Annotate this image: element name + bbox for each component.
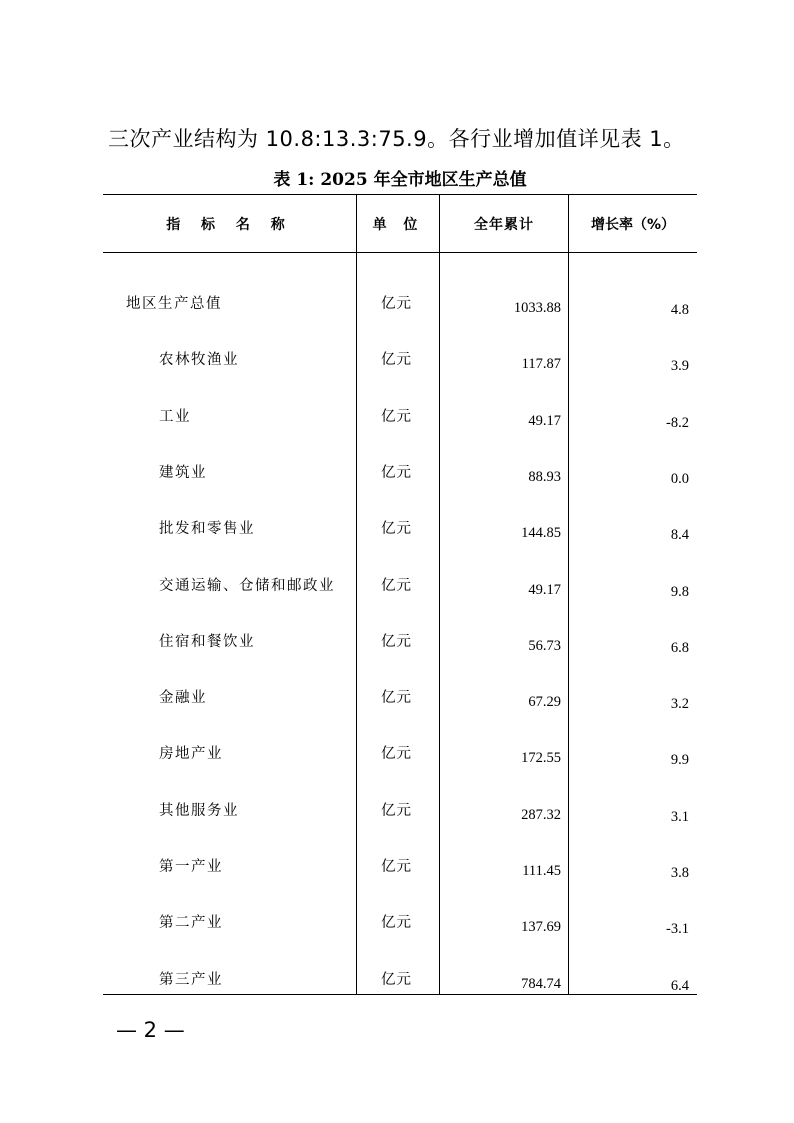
intro-paragraph: 三次产业结构为 10.8:13.3:75.9。各行业增加值详见表 1。	[108, 127, 685, 151]
row-indicator-name: 住宿和餐饮业	[159, 633, 255, 650]
row-unit: 亿元	[381, 802, 412, 819]
row-indicator-name: 金融业	[159, 690, 207, 707]
row-annual-total: 49.17	[528, 581, 561, 598]
table-row	[103, 970, 697, 1026]
row-growth-rate: 3.2	[670, 696, 689, 713]
row-annual-total: 784.74	[521, 975, 561, 992]
row-annual-total: 287.32	[521, 806, 561, 823]
row-unit: 亿元	[381, 971, 412, 988]
row-growth-rate: -3.1	[666, 921, 689, 938]
row-unit: 亿元	[381, 521, 412, 538]
row-growth-rate: 3.8	[670, 865, 689, 881]
row-indicator-name: 房地产业	[159, 746, 223, 763]
row-indicator-name: 批发和零售业	[159, 521, 255, 538]
row-indicator-name: 农林牧渔业	[159, 352, 239, 369]
row-indicator-name: 第三产业	[159, 971, 223, 988]
header-annual-total: 全年累计	[474, 217, 534, 233]
row-unit: 亿元	[381, 464, 412, 481]
table-row	[103, 519, 697, 575]
row-annual-total: 137.69	[521, 919, 561, 936]
row-indicator-name: 地区生产总值	[126, 296, 222, 312]
row-growth-rate: 9.9	[670, 752, 689, 769]
row-indicator-name: 建筑业	[159, 464, 207, 481]
table-row	[103, 407, 697, 463]
row-growth-rate: 6.4	[670, 977, 689, 994]
row-unit: 亿元	[381, 690, 412, 707]
row-indicator-name: 交通运输、仓储和邮政业	[159, 577, 335, 594]
table-row	[103, 913, 697, 969]
header-unit: 单 位	[372, 217, 424, 233]
table-row	[103, 801, 697, 857]
row-growth-rate: 0.0	[670, 470, 689, 487]
row-unit: 亿元	[381, 915, 412, 932]
row-indicator-name: 第一产业	[159, 859, 223, 875]
row-annual-total: 172.55	[521, 750, 561, 767]
row-growth-rate: -8.2	[666, 414, 689, 431]
table-row	[103, 632, 697, 688]
row-growth-rate: 6.8	[670, 639, 689, 656]
row-indicator-name: 第二产业	[159, 915, 223, 932]
header-growth-rate: 增长率（%）	[590, 217, 676, 233]
row-unit: 亿元	[381, 633, 412, 650]
row-unit: 亿元	[381, 577, 412, 594]
row-annual-total: 144.85	[521, 525, 561, 542]
table-row	[103, 576, 697, 632]
row-growth-rate: 4.8	[670, 302, 689, 318]
row-annual-total: 56.73	[528, 637, 561, 654]
row-annual-total: 67.29	[528, 694, 561, 711]
row-indicator-name: 其他服务业	[159, 802, 239, 819]
row-annual-total: 1033.88	[513, 300, 561, 316]
page-number: — 2 —	[116, 1018, 185, 1042]
row-annual-total: 88.93	[528, 468, 561, 485]
row-growth-rate: 3.1	[670, 808, 689, 825]
table-row	[103, 744, 697, 800]
row-annual-total: 117.87	[521, 356, 561, 373]
row-annual-total: 49.17	[528, 412, 561, 429]
row-unit: 亿元	[381, 296, 412, 312]
table-row	[103, 857, 697, 913]
row-growth-rate: 3.9	[670, 358, 689, 375]
row-unit: 亿元	[381, 352, 412, 369]
table-row	[103, 350, 697, 406]
row-unit: 亿元	[381, 746, 412, 763]
table-row	[103, 294, 697, 350]
row-growth-rate: 9.8	[670, 583, 689, 600]
row-unit: 亿元	[381, 859, 412, 875]
row-indicator-name: 工业	[159, 408, 191, 425]
row-annual-total: 111.45	[522, 863, 561, 879]
row-growth-rate: 8.4	[670, 527, 689, 544]
table-row	[103, 688, 697, 744]
table-row	[103, 463, 697, 519]
row-unit: 亿元	[381, 408, 412, 425]
header-indicator-name: 指 标 名 称	[166, 217, 293, 233]
table-title: 表 1: 2025 年全市地区生产总值	[273, 170, 527, 190]
